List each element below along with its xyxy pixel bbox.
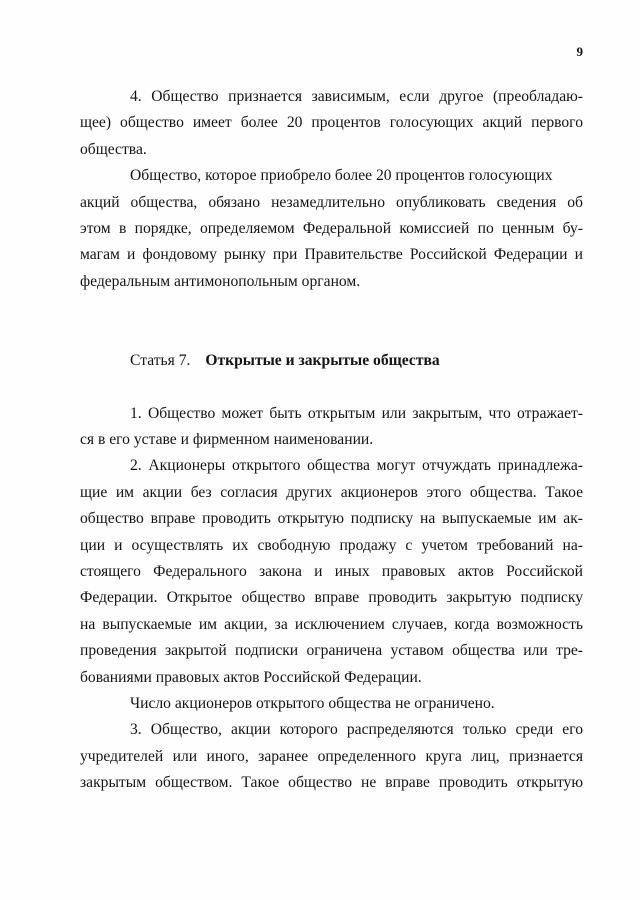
article-section xyxy=(80,401,583,797)
text-line: 2. Акционеры открытого общества могут отчуждать принадлежа- xyxy=(130,457,583,475)
text-line: 4. Общество признается зависимым, если другое (преобладаю- xyxy=(130,88,583,105)
text-line: закрытым обществом. Такое общество не вправе проводить открытую xyxy=(80,774,583,792)
preceding-section xyxy=(80,84,583,295)
text-line: стоящего Федерального закона и иных правовых актов Российской xyxy=(80,563,583,581)
article-label: Статья 7. xyxy=(130,351,191,369)
paragraph xyxy=(80,163,583,295)
text-line: 3. Общество, акции которого распределяются только среди его xyxy=(130,721,583,739)
text-line: Общество, которое приобрело более 20 процентов голосующих xyxy=(130,167,553,185)
text-line: Число акционеров открытого общества не ограничено. xyxy=(130,695,495,712)
text-line: общество вправе проводить открытую подписку на выпускаемые им ак- xyxy=(80,510,583,528)
text-line: этом в порядке, определяемом Федеральной комиссией по ценным бу- xyxy=(80,219,583,237)
text-line: ции и осуществлять их свободную продажу с учетом требований на- xyxy=(80,536,583,554)
text-line: акций общества, обязано незамедлительно опубликовать сведения об xyxy=(80,193,583,211)
article-heading xyxy=(80,348,583,374)
text-line: на выпускаемые им акции, за исключением случаев, когда возможность xyxy=(80,615,583,633)
text-line: Федерации. Открытое общество вправе проводить закрытую подписку xyxy=(80,589,583,607)
text-line: общества. xyxy=(80,140,147,158)
text-line: 1. Общество может быть открытым или закрытым, что отражает- xyxy=(130,404,583,422)
text-line: учредителей или иного, заранее определенного круга лиц, признается xyxy=(80,747,583,765)
text-line: федеральным антимонопольным органом. xyxy=(80,272,361,290)
document-body xyxy=(80,84,583,797)
text-line: проведения закрытой подписки ограничена уставом общества или тре- xyxy=(80,642,583,660)
paragraph xyxy=(80,401,583,454)
paragraph xyxy=(80,84,583,163)
text-line: щие им акции без согласия других акционеров этого общества. Такое xyxy=(80,483,583,501)
paragraph xyxy=(80,717,583,796)
page-number: 9 xyxy=(576,44,583,59)
article-title: Открытые и закрытые общества xyxy=(205,351,440,369)
text-line: магам и фондовому рынку при Правительстве Российской Федерации и xyxy=(80,246,583,264)
text-line: щее) общество имеет более 20 процентов голосующих акций первого xyxy=(80,114,583,132)
text-line: бованиями правовых актов Российской Федерации. xyxy=(80,668,422,686)
paragraph xyxy=(80,691,583,717)
text-line: ся в его уставе и фирменном наименовании. xyxy=(80,431,374,449)
paragraph xyxy=(80,453,583,691)
